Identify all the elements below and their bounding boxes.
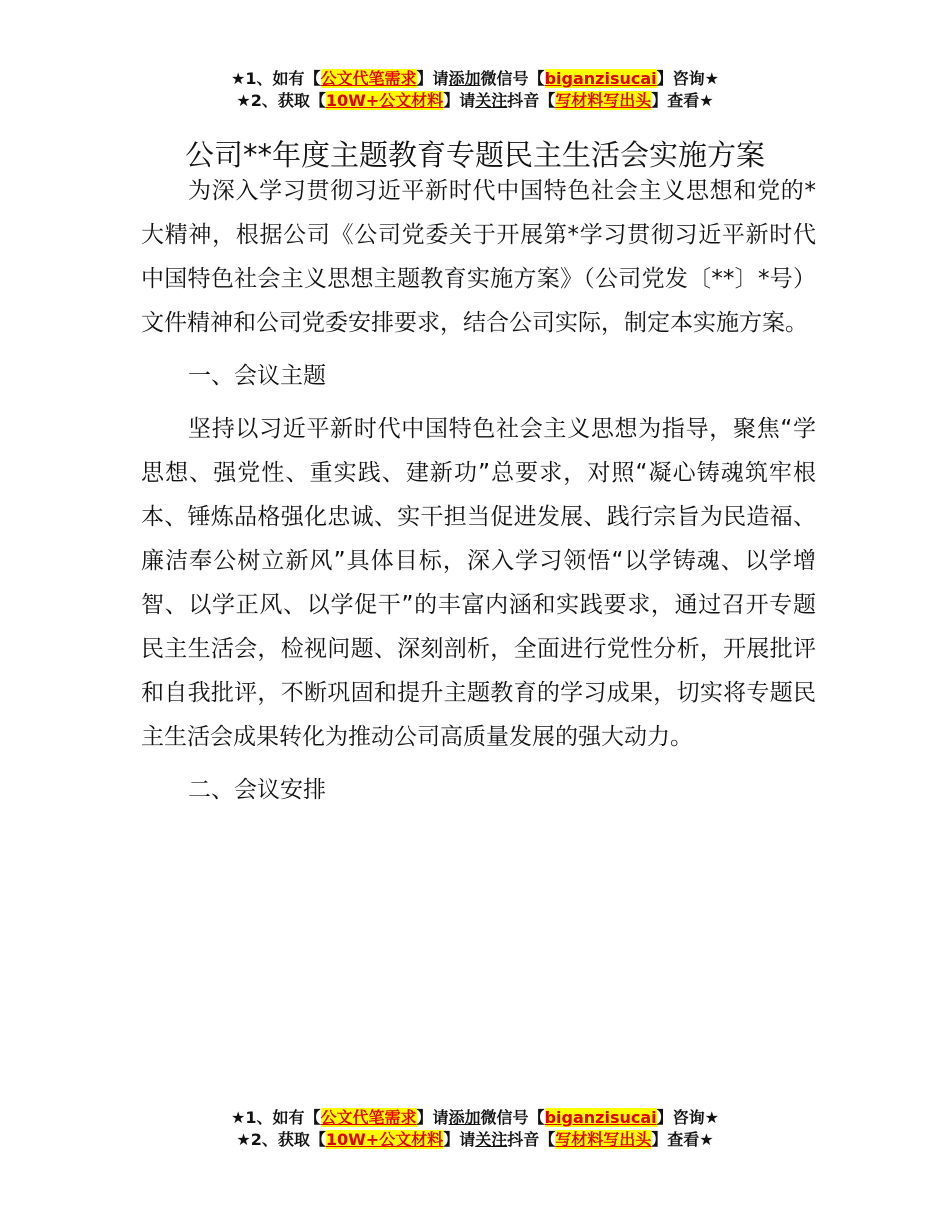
- section-paragraph-1: 坚持以习近平新时代中国特色社会主义思想为指导，聚焦“学思想、强党性、重实践、建新功”总要求，对照“凝心铸魂筑牢根本、锤炼品格强化忠诚、实干担当促进发展、践行宗旨为民造福、廉洁奉公树立新风”具体目标，深入学习领悟“以学铸魂、以学增智、以学正风、以学促干”的丰富内涵和实践要求，通过召开专题民主生活会，检视问题、深刻剖析，全面进行党性分析，开展批评和自我批评，不断巩固和提升主题教育的学习成果，切实将专题民主生活会成果转化为推动公司高质量发展的强大动力。: [141, 416, 816, 750]
- banner-text: 】查看★: [651, 1130, 714, 1149]
- banner-underline: 关注: [475, 91, 508, 110]
- banner-underline: 关注: [475, 1130, 508, 1149]
- document-title: 公司**年度主题教育专题民主生活会实施方案: [184, 138, 765, 173]
- banner-line-2: [0, 1129, 950, 1151]
- banner-text: 】请: [416, 1108, 449, 1127]
- header-banner: [0, 68, 950, 112]
- banner-highlight: 写材料写出头: [555, 1130, 652, 1149]
- section-heading-1: 一、会议主题: [188, 363, 326, 389]
- banner-text: 抖音【: [507, 1130, 556, 1149]
- banner-text: 抖音【: [507, 91, 556, 110]
- banner-text: ★2、获取【: [236, 1130, 326, 1149]
- document-body: [141, 169, 816, 821]
- banner-highlight: 公文代笔需求: [320, 1108, 417, 1127]
- banner-text: 】请: [416, 69, 449, 88]
- banner-line-1: [0, 68, 950, 90]
- banner-text: 】查看★: [651, 91, 714, 110]
- banner-highlight: 公文代笔需求: [320, 69, 417, 88]
- banner-text: ★1、如有【: [231, 1108, 321, 1127]
- banner-highlight: 写材料写出头: [555, 91, 652, 110]
- banner-text: 】咨询★: [656, 69, 719, 88]
- intro-paragraph: 为深入学习贯彻习近平新时代中国特色社会主义思想和党的*大精神，根据公司《公司党委关于开展第*学习贯彻习近平新时代中国特色社会主义思想主题教育实施方案》（公司党发〔**〕*号）文件精神和公司党委安排要求，结合公司实际，制定本实施方案。: [141, 178, 816, 336]
- section-heading-2: 二、会议安排: [188, 777, 326, 803]
- banner-underline: 添加: [448, 1108, 481, 1127]
- banner-text: ★2、获取【: [236, 91, 326, 110]
- banner-line-2: [0, 90, 950, 112]
- banner-highlight: biganzisucai: [544, 69, 657, 88]
- banner-text: 微信号【: [480, 69, 545, 88]
- banner-highlight: 10W+公文材料: [325, 91, 444, 110]
- banner-highlight: 10W+公文材料: [325, 1130, 444, 1149]
- banner-highlight: biganzisucai: [544, 1108, 657, 1127]
- banner-text: 】请: [443, 91, 476, 110]
- banner-line-1: [0, 1107, 950, 1129]
- banner-text: 】咨询★: [656, 1108, 719, 1127]
- footer-banner: [0, 1107, 950, 1151]
- banner-text: 微信号【: [480, 1108, 545, 1127]
- banner-text: ★1、如有【: [231, 69, 321, 88]
- banner-underline: 添加: [448, 69, 481, 88]
- banner-text: 】请: [443, 1130, 476, 1149]
